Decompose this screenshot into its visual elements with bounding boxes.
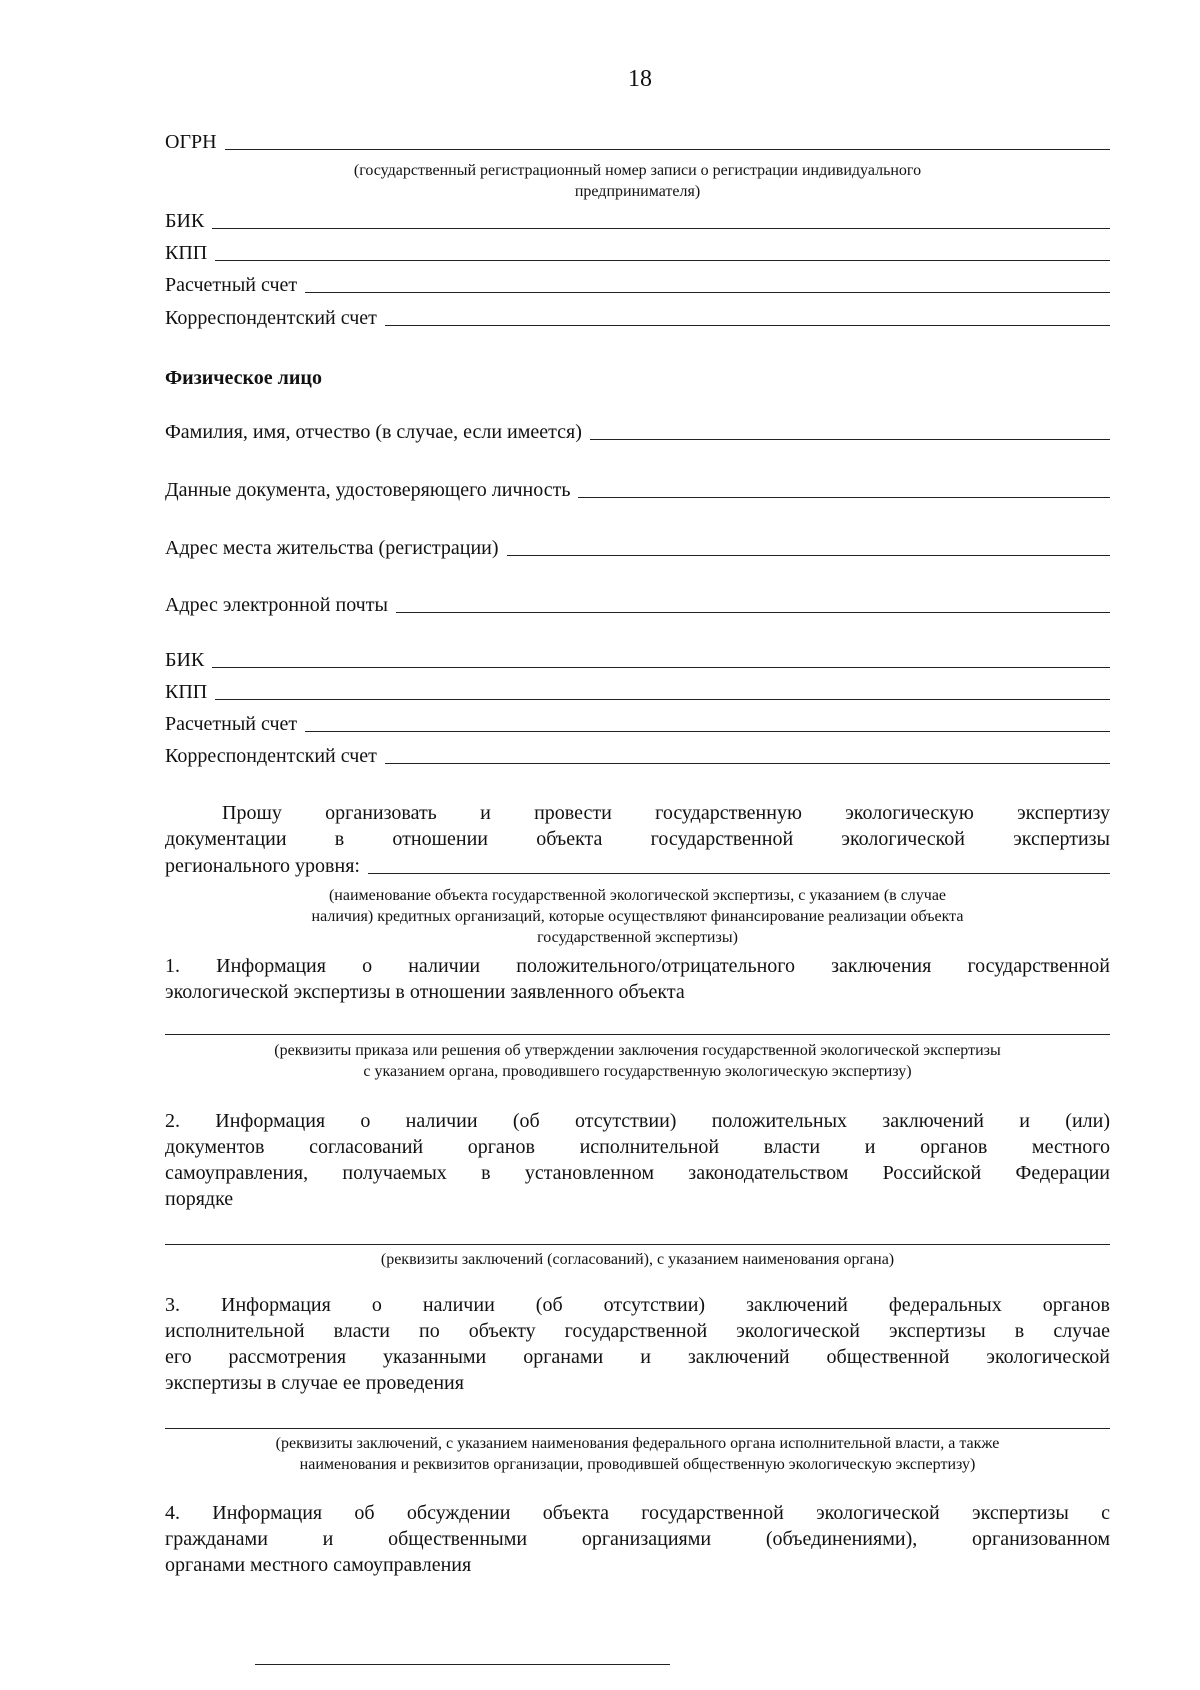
email-label: Адрес электронной почты [165, 594, 388, 616]
email-field [165, 587, 1110, 617]
id-document-label: Данные документа, удостоверяющего личность [165, 479, 571, 501]
bik-field [165, 203, 1110, 233]
address-input-line[interactable] [507, 555, 1110, 556]
person-account-field [165, 706, 1110, 736]
person-corr-account-label: Корреспондентский счет [165, 745, 377, 767]
individual-heading: Физическое лицо [165, 367, 322, 389]
item1-input-line[interactable] [165, 1034, 1110, 1035]
item2-paragraph: 2. Информация о наличии (об отсутствии) положительных заключений и (или) документов согласований органов исполнительной власти и органов местного самоуправления, получаемых в установленном законодательством Российской Федерации порядке [165, 1110, 1110, 1210]
bik-label: БИК [165, 210, 205, 232]
item1-paragraph: 1. Информация о наличии положительного/отрицательного заключения государственной экологической экспертизы в отношении заявленного объекта [165, 955, 1110, 1003]
id-document-input-line[interactable] [578, 497, 1110, 498]
bik-input-line[interactable] [212, 228, 1110, 229]
person-bik-input-line[interactable] [212, 667, 1110, 668]
ogrn-input-line[interactable] [225, 149, 1110, 150]
object-name-input-line[interactable] [368, 873, 1110, 874]
address-label: Адрес места жительства (регистрации) [165, 537, 499, 559]
account-label: Расчетный счет [165, 274, 298, 296]
item2-caption: (реквизиты заключений (согласований), с указанием наименования органа) [380, 1251, 895, 1268]
footnote-divider [255, 1664, 670, 1665]
person-account-input-line[interactable] [305, 731, 1110, 732]
item3-input-line[interactable] [165, 1428, 1110, 1429]
person-bik-label: БИК [165, 649, 205, 671]
account-field [165, 267, 1110, 297]
fio-label: Фамилия, имя, отчество (в случае, если имеется) [165, 421, 582, 443]
person-bik-field [165, 642, 1110, 672]
person-kpp-field [165, 674, 1110, 704]
request-paragraph: документации в отношении объекта государственной экологической экспертизы [165, 828, 1110, 850]
corr-account-label: Корреспондентский счет [165, 307, 377, 329]
object-name-label: регионального уровня: [165, 855, 360, 877]
person-corr-account-field [165, 738, 1110, 768]
object-name-field [165, 848, 1110, 878]
ogrn-caption: (государственный регистрационный номер записи о регистрации индивидуального предпринимателя) [353, 162, 922, 200]
corr-account-input-line[interactable] [385, 325, 1110, 326]
address-field [165, 530, 1110, 560]
ogrn-field [165, 124, 1110, 154]
item3-paragraph: 3. Информация о наличии (об отсутствии) заключений федеральных органов исполнительной власти по объекту государственной экологической экспертизы в случае его рассмотрения указанными органами и заключений общественной экологической экспертизы в случае ее проведения [165, 1294, 1110, 1394]
item2-input-line[interactable] [165, 1244, 1110, 1245]
person-corr-account-input-line[interactable] [385, 763, 1110, 764]
kpp-field [165, 235, 1110, 265]
fio-input-line[interactable] [590, 439, 1110, 440]
request-paragraph-line1: Прошу организовать и провести государственную экологическую экспертизу [222, 802, 1110, 824]
item3-caption: (реквизиты заключений, с указанием наименования федерального органа исполнительной власти, а также наименования и реквизитов организации, проводившей общественную экологическую экспертизу) [275, 1435, 1000, 1473]
account-input-line[interactable] [305, 292, 1110, 293]
item4-paragraph: 4. Информация об обсуждении объекта государственной экологической экспертизы с гражданами и общественными организациями (объединениями), организованном органами местного самоуправления [165, 1502, 1110, 1576]
ogrn-label: ОГРН [165, 131, 217, 153]
fio-field [165, 414, 1110, 444]
person-kpp-input-line[interactable] [215, 699, 1110, 700]
person-kpp-label: КПП [165, 681, 208, 703]
email-input-line[interactable] [396, 612, 1110, 613]
kpp-input-line[interactable] [215, 260, 1110, 261]
corr-account-field [165, 300, 1110, 330]
person-account-label: Расчетный счет [165, 713, 298, 735]
kpp-label: КПП [165, 242, 208, 264]
page-number: 18 [628, 66, 652, 92]
object-name-caption: (наименование объекта государственной экологической экспертизы, с указанием (в случае наличия) кредитных организаций, которые осуществляют финансирование реализации объекта государственной экспертизы) [311, 887, 964, 946]
item1-caption: (реквизиты приказа или решения об утверждении заключения государственной экологической экспертизы с указанием органа, проводившего государственную экологическую экспертизу) [274, 1042, 1001, 1080]
id-document-field [165, 472, 1110, 502]
